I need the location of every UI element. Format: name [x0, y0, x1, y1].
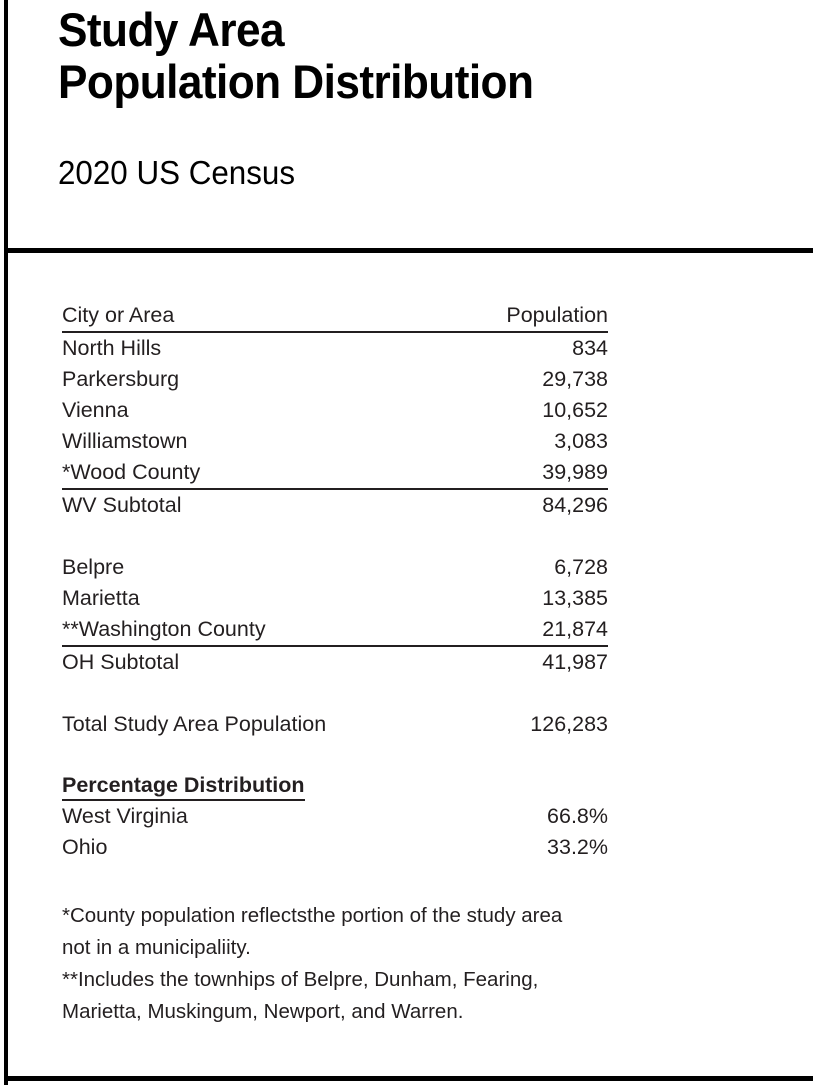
row-value: 21,874 — [542, 617, 608, 641]
row-value: 834 — [572, 336, 608, 360]
spacer-cell — [442, 740, 608, 770]
row-value: 29,738 — [542, 367, 608, 391]
row-value: 84,296 — [442, 489, 608, 521]
spacer-cell — [442, 770, 608, 801]
column-header-population: Population — [442, 300, 608, 332]
table-row-percentage — [62, 832, 608, 863]
footnote-county-line-1: *County population reflectsthe portion of the study area — [62, 904, 563, 927]
row-value: 6,728 — [554, 555, 608, 579]
page-subtitle: 2020 US Census — [58, 154, 296, 191]
row-value: 13,385 — [542, 586, 608, 610]
footnote-townships-line-1: **Includes the townhips of Belpre, Dunham, Fearing, — [62, 968, 539, 991]
page-title-line-2: Population Distribution — [58, 55, 534, 108]
table-row — [62, 426, 608, 457]
table-row-percentage — [62, 801, 608, 832]
footnote-county-line-2: not in a municipaliity. — [62, 936, 251, 959]
spacer-cell — [62, 521, 442, 552]
table-section-spacer — [62, 521, 608, 552]
table-row-subtotal-wv — [62, 489, 608, 521]
left-border-rule — [4, 0, 8, 1085]
table-row — [62, 457, 608, 489]
row-label: West Virginia — [62, 804, 188, 828]
footnote-townships-line-2: Marietta, Muskingum, Newport, and Warren. — [62, 1000, 464, 1023]
table-row — [62, 364, 608, 395]
row-label: **Washington County — [62, 617, 266, 641]
table-row — [62, 395, 608, 426]
row-value: 66.8% — [547, 804, 608, 828]
spacer-cell — [62, 740, 442, 770]
table-row — [62, 583, 608, 614]
table-row-subtotal-oh — [62, 646, 608, 678]
row-label: Vienna — [62, 398, 129, 422]
row-label: Parkersburg — [62, 367, 180, 391]
percentage-heading-cell — [62, 770, 442, 801]
table-row — [62, 552, 608, 583]
table-section-spacer — [62, 740, 608, 770]
percentage-distribution-heading: Percentage Distribution — [62, 772, 305, 801]
header-divider-rule — [4, 248, 813, 253]
row-label: Ohio — [62, 835, 108, 859]
row-value: 41,987 — [442, 646, 608, 678]
bottom-border-rule — [4, 1076, 813, 1081]
row-label: Belpre — [62, 555, 125, 579]
row-value: 126,283 — [530, 712, 608, 736]
page-title-line-1: Study Area — [58, 3, 284, 56]
row-label: Marietta — [62, 586, 140, 610]
row-label: WV Subtotal — [62, 489, 442, 521]
spacer-cell — [62, 678, 442, 709]
table-header-row — [62, 300, 608, 332]
row-value: 10,652 — [542, 398, 608, 422]
spacer-cell — [442, 521, 608, 552]
row-label: *Wood County — [62, 460, 201, 484]
footnotes-block — [62, 900, 642, 1028]
row-value: 3,083 — [554, 429, 608, 453]
table-row-total — [62, 709, 608, 740]
spacer-cell — [442, 678, 608, 709]
table-row — [62, 614, 608, 646]
population-table-container — [62, 300, 608, 863]
column-header-city: City or Area — [62, 300, 442, 332]
row-label: North Hills — [62, 336, 162, 360]
table-row — [62, 332, 608, 364]
percentage-heading-row — [62, 770, 608, 801]
row-value: 33.2% — [547, 835, 608, 859]
row-label: Total Study Area Population — [62, 712, 327, 736]
row-label: OH Subtotal — [62, 646, 442, 678]
header-block — [58, 0, 758, 189]
row-label: Williamstown — [62, 429, 188, 453]
row-value: 39,989 — [542, 460, 608, 484]
table-section-spacer — [62, 678, 608, 709]
population-table — [62, 300, 608, 863]
